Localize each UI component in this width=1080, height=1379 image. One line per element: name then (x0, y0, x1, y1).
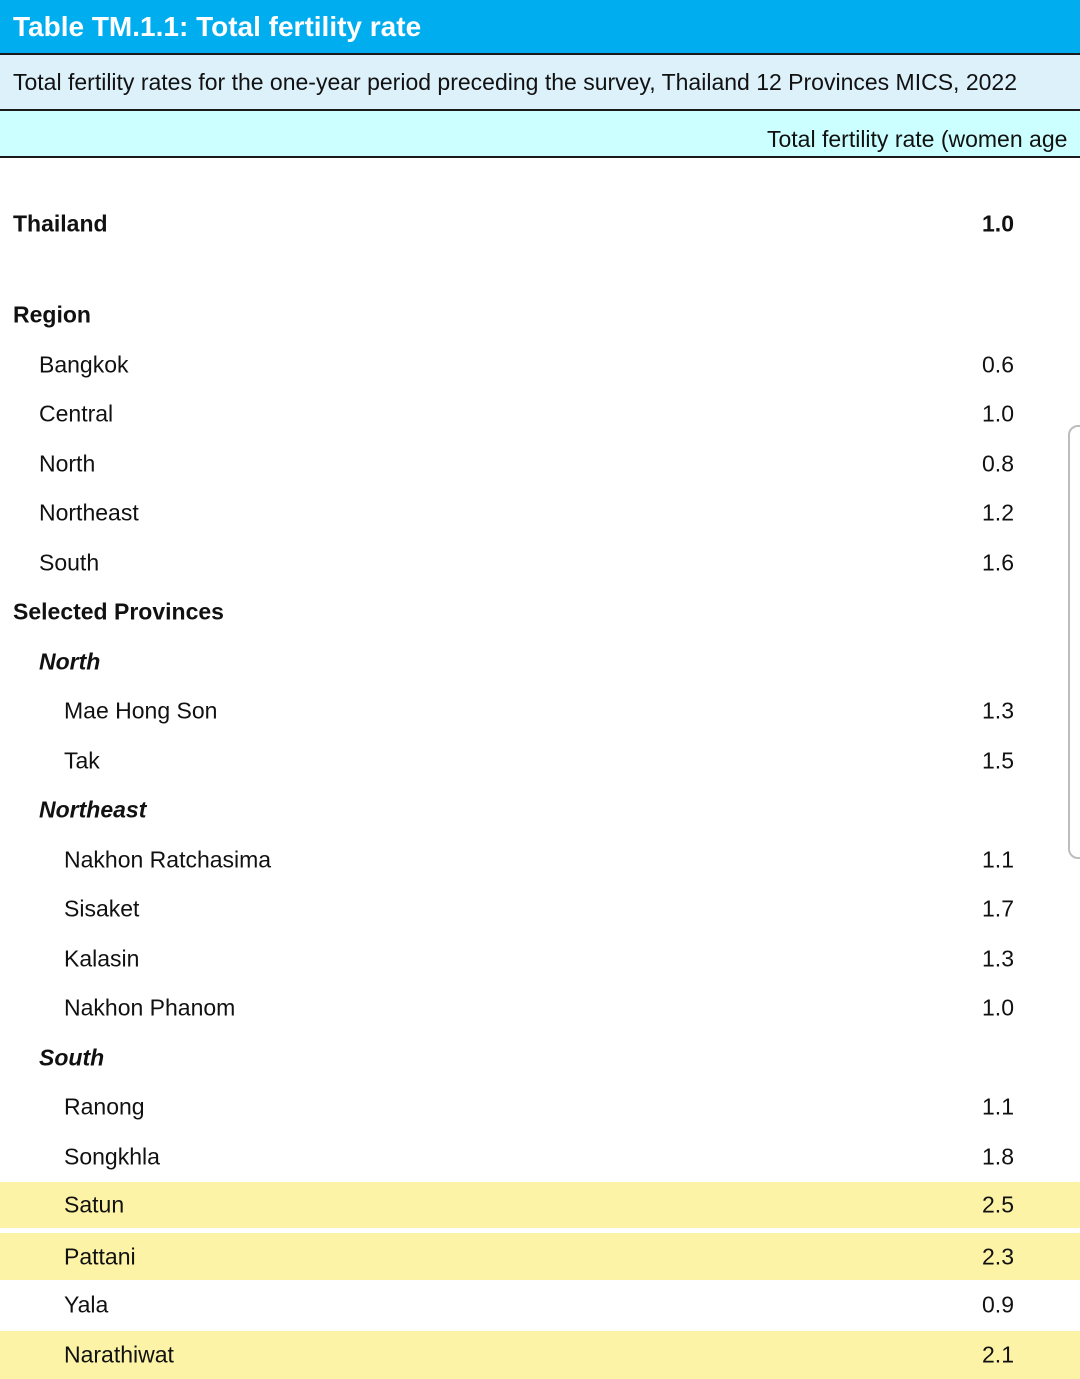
table-subtitle-bar (0, 55, 1080, 111)
row-value: 0.9 (982, 1291, 1014, 1318)
scroll-handle[interactable] (1068, 425, 1080, 859)
row-label: Mae Hong Son (64, 697, 218, 724)
column-header-bar (0, 111, 1080, 158)
subsection-header-northeast (0, 785, 1080, 835)
table-row (0, 1132, 1080, 1181)
table-row (0, 686, 1080, 736)
row-value: 1.7 (982, 895, 1014, 922)
row-label: South (39, 549, 100, 575)
row-value: 1.2 (982, 499, 1014, 526)
row-label: South (39, 1044, 105, 1070)
table-row (0, 835, 1080, 884)
row-value: 0.8 (982, 450, 1014, 476)
row-value: 1.1 (982, 846, 1014, 872)
table-row (0, 340, 1080, 389)
subsection-header-north (0, 637, 1080, 686)
table-row (0, 983, 1080, 1033)
table-row-highlighted (0, 1233, 1080, 1280)
row-label: Sisaket (64, 895, 140, 922)
column-header: Total fertility rate (women age (767, 126, 1068, 152)
row-label: Songkhla (64, 1143, 160, 1169)
table-row (0, 1082, 1080, 1132)
row-label: Northeast (39, 499, 139, 526)
row-label: Kalasin (64, 945, 140, 971)
row-value: 1.6 (982, 549, 1014, 575)
row-label: Central (39, 400, 114, 427)
row-value: 1.3 (982, 945, 1014, 971)
row-label: Region (13, 301, 91, 328)
table-row (0, 1280, 1080, 1330)
row-value: 1.0 (982, 400, 1014, 427)
row-label: Thailand (13, 210, 108, 237)
row-label: Narathiwat (64, 1341, 174, 1368)
row-label: Ranong (64, 1093, 145, 1120)
table-row-thailand (0, 199, 1080, 249)
row-label: Nakhon Ratchasima (64, 846, 272, 872)
table-title: Table TM.1.1: Total fertility rate (13, 11, 422, 42)
row-label: North (39, 648, 101, 674)
table-title-bar (0, 0, 1080, 55)
row-value: 2.5 (982, 1191, 1014, 1218)
table-row (0, 934, 1080, 983)
row-value: 2.1 (982, 1341, 1014, 1368)
row-label: North (39, 450, 96, 476)
table-row-highlighted (0, 1331, 1080, 1379)
row-label: Pattani (64, 1243, 136, 1269)
row-label: Yala (64, 1291, 109, 1318)
row-label: Tak (64, 747, 100, 773)
row-value: 2.3 (982, 1243, 1014, 1269)
row-label: Satun (64, 1191, 125, 1218)
row-value: 1.3 (982, 697, 1014, 724)
row-label: Northeast (39, 796, 147, 823)
row-value: 1.0 (982, 994, 1014, 1021)
table-row-highlighted (0, 1182, 1080, 1228)
table-row (0, 389, 1080, 439)
table-row (0, 736, 1080, 785)
table-row (0, 488, 1080, 538)
subsection-header-south (0, 1033, 1080, 1082)
row-label: Nakhon Phanom (64, 994, 236, 1021)
section-header-selected-provinces (0, 587, 1080, 637)
table-row (0, 538, 1080, 587)
section-header-region (0, 290, 1080, 340)
row-label: Selected Provinces (13, 598, 224, 625)
row-value: 0.6 (982, 351, 1014, 377)
table-subtitle: Total fertility rates for the one-year period preceding the survey, Thailand 12 Provinces MICS, 2022 (13, 69, 1018, 95)
row-value: 1.0 (982, 210, 1014, 237)
table-row (0, 884, 1080, 934)
row-label: Bangkok (39, 351, 129, 377)
row-value: 1.1 (982, 1093, 1014, 1120)
row-value: 1.5 (982, 747, 1014, 773)
table-row (0, 439, 1080, 488)
row-value: 1.8 (982, 1143, 1014, 1169)
